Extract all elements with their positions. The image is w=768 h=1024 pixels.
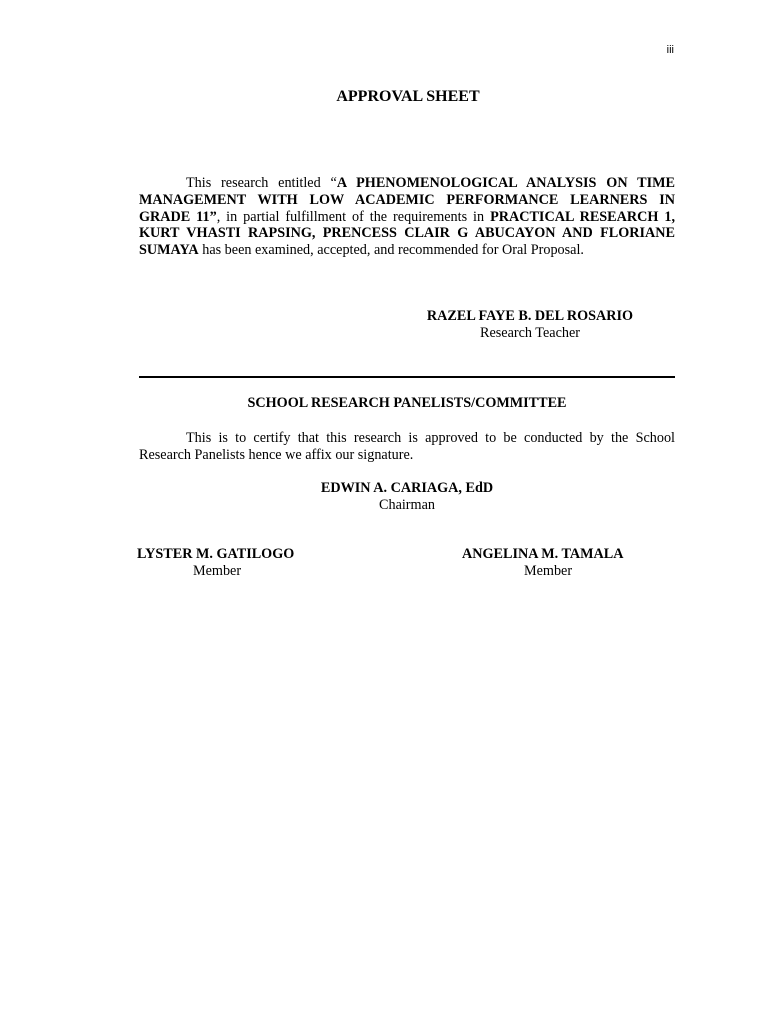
research-teacher-role: Research Teacher	[480, 325, 580, 341]
course-and-authors: PRACTICAL RESEARCH 1, KURT VHASTI RAPSING, PRENCESS CLAIR G ABUCAYON AND FLORIANE SUMAYA	[139, 208, 676, 259]
paragraph-text-2: , in partial fulfillment of the requirements in	[216, 208, 491, 225]
member-role: Member	[524, 563, 573, 579]
chairman-signature-block	[287, 480, 527, 514]
chairman-role: Chairman	[379, 497, 435, 513]
section-divider	[139, 376, 675, 378]
page-number: iii	[666, 44, 674, 56]
page-title: APPROVAL SHEET	[336, 88, 480, 105]
paragraph-text-3: has been examined, accepted, and recommended for Oral Proposal.	[198, 242, 584, 259]
chairman-name: EDWIN A. CARIAGA, EdD	[320, 480, 494, 496]
certification-text: This is to certify that this research is approved to be conducted by the School Research Panelists hence we affix our signature.	[139, 430, 675, 463]
paragraph-text-1: This research entitled “	[186, 175, 337, 191]
member-name: ANGELINA M. TAMALA	[462, 546, 624, 562]
approval-paragraph	[139, 175, 675, 259]
research-teacher-signature-block	[410, 308, 650, 342]
research-teacher-name: RAZEL FAYE B. DEL ROSARIO	[426, 308, 634, 324]
member-signature-block	[137, 546, 312, 580]
member-role: Member	[193, 563, 242, 579]
research-title: A PHENOMENOLOGICAL ANALYSIS ON TIME MANAGEMENT WITH LOW ACADEMIC PERFORMANCE LEARNERS IN GRADE 11”	[139, 175, 675, 225]
member-signature-block	[462, 546, 642, 580]
certification-paragraph	[139, 430, 675, 464]
member-name: LYSTER M. GATILOGO	[137, 546, 295, 562]
panel-heading: SCHOOL RESEARCH PANELISTS/COMMITTEE	[247, 395, 567, 411]
